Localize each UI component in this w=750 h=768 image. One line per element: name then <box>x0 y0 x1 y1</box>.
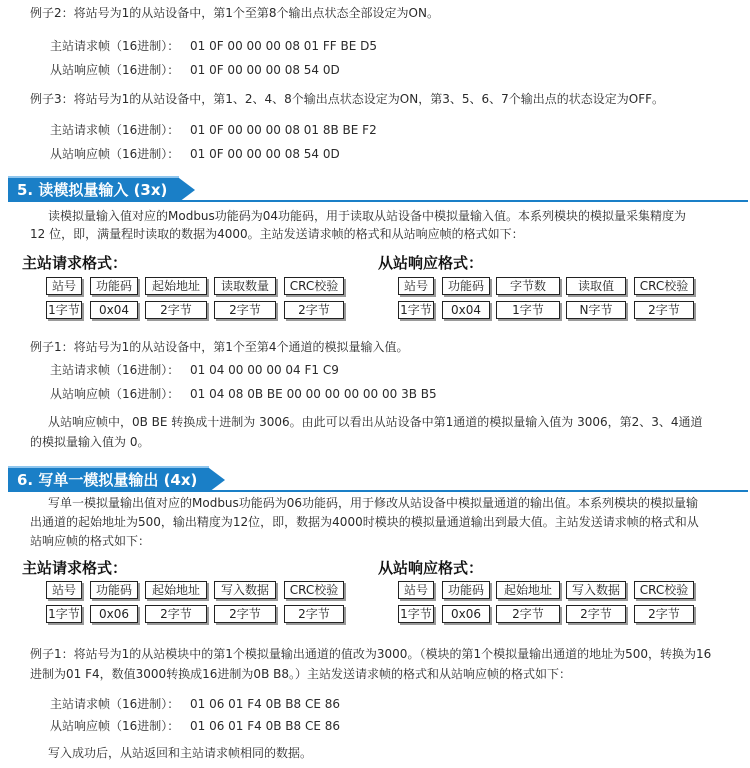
section6-heading: 6. 写单一模拟量输出 (4x) <box>8 466 209 492</box>
section5-desc-line2: 12 位，即，满量程时读取的数据为4000。主站发送请求帧的格式和从站响应帧的格式如下： <box>30 227 524 241</box>
example2-response-value: 01 0F 00 00 00 08 54 0D <box>190 63 340 77</box>
section5-request-value-cell: 1字节 <box>46 301 82 319</box>
section5-response-value-cell: 1字节 <box>496 301 560 319</box>
section6-request-value-cell: 0x06 <box>90 605 138 623</box>
section5-request-header-cell: 读取数量 <box>214 277 276 295</box>
section5-response-value-cell: N字节 <box>566 301 626 319</box>
section5-example-request-value: 01 04 00 00 00 04 F1 C9 <box>190 363 339 377</box>
section5-note-line2: 的模拟量输入值为 0。 <box>30 435 150 449</box>
section5-heading: 5. 读模拟量输入 (3x) <box>8 176 179 202</box>
section6-example-request-label: 主站请求帧（16进制）： <box>50 697 180 711</box>
section6-response-header-cell: CRC校验 <box>634 581 694 599</box>
example3-request-value: 01 0F 00 00 00 08 01 8B BE F2 <box>190 123 377 137</box>
section6-response-value-cell: 2字节 <box>634 605 694 623</box>
section5-request-format-title: 主站请求格式： <box>22 254 128 272</box>
section5-response-header-cell: CRC校验 <box>634 277 694 295</box>
section6-response-value-cell: 1字节 <box>398 605 434 623</box>
section5-request-header-cell: 起始地址 <box>145 277 207 295</box>
section5-request-header-cell: 站号 <box>46 277 82 295</box>
section5-response-header-cell: 字节数 <box>496 277 560 295</box>
section6-request-header-cell: 起始地址 <box>145 581 207 599</box>
section5-response-format-title: 从站响应格式： <box>378 254 484 272</box>
section6-request-value-cell: 2字节 <box>214 605 276 623</box>
section5-request-value-cell: 0x04 <box>90 301 138 319</box>
example2-response-label: 从站响应帧（16进制）： <box>50 63 180 77</box>
section6-example-title-line1: 例子1：将站号为1的从站模块中的第1个模拟量输出通道的值改为3000。（模块的第1个模拟量输出通道的地址为500，转换为16 <box>30 647 712 661</box>
example2-request-label: 主站请求帧（16进制）： <box>50 39 180 53</box>
section6-desc-line2: 出通道的起始地址为500，输出精度为12位，即，数据为4000时模块的模拟量通道输出到最大值。主站发送请求帧的格式和从 <box>30 515 699 529</box>
section5-example-response-label: 从站响应帧（16进制）： <box>50 387 180 401</box>
section6-request-header-cell: CRC校验 <box>284 581 344 599</box>
example3-response-label: 从站响应帧（16进制）： <box>50 147 180 161</box>
section5-desc-line1: 读模拟量输入值对应的Modbus功能码为04功能码，用于读取从站设备中模拟量输入值。本系列模块的模拟量采集精度为 <box>48 209 687 223</box>
section6-response-header-cell: 站号 <box>398 581 434 599</box>
section6-request-value-cell: 2字节 <box>145 605 207 623</box>
section5-note-line1: 从站响应帧中，0B BE 转换成十进制为 3006。由此可以看出从站设备中第1通道的模拟量输入值为 3006，第2、3、4通道 <box>48 415 703 429</box>
section6-example-response-label: 从站响应帧（16进制）： <box>50 719 180 733</box>
section5-request-value-cell: 2字节 <box>284 301 344 319</box>
section5-request-header-cell: CRC校验 <box>284 277 344 295</box>
section6-request-value-cell: 1字节 <box>46 605 82 623</box>
section5-response-value-cell: 0x04 <box>442 301 490 319</box>
section6-desc-line1: 写单一模拟量输出值对应的Modbus功能码为06功能码，用于修改从站设备中模拟量通道的输出值。本系列模块的模拟量输 <box>48 496 699 510</box>
section6-example-request-value: 01 06 01 F4 0B B8 CE 86 <box>190 697 341 711</box>
example3-request-label: 主站请求帧（16进制）： <box>50 123 180 137</box>
section6-request-header-cell: 功能码 <box>90 581 138 599</box>
section5-example-request-label: 主站请求帧（16进制）： <box>50 363 180 377</box>
section6-divider <box>8 490 748 492</box>
section6-response-value-cell: 0x06 <box>442 605 490 623</box>
section5-divider <box>8 200 748 202</box>
section6-response-format-title: 从站响应格式： <box>378 559 484 577</box>
section6-desc-line3: 站响应帧的格式如下： <box>30 534 151 548</box>
example3-title: 例子3：将站号为1的从站设备中，第1、2、4、8个输出点状态设定为ON，第3、5、6、7个输出点的状态设定为OFF。 <box>30 92 665 106</box>
section5-response-header-cell: 站号 <box>398 277 434 295</box>
section6-request-format-title: 主站请求格式： <box>22 559 128 577</box>
section6-request-header-cell: 写入数据 <box>214 581 276 599</box>
section5-request-value-cell: 2字节 <box>145 301 207 319</box>
example2-request-value: 01 0F 00 00 00 08 01 FF BE D5 <box>190 39 377 53</box>
example2-title: 例子2：将站号为1的从站设备中，第1个至第8个输出点状态全部设定为ON。 <box>30 6 439 20</box>
section5-response-value-cell: 1字节 <box>398 301 434 319</box>
section5-response-value-cell: 2字节 <box>634 301 694 319</box>
section5-example-response-value: 01 04 08 0B BE 00 00 00 00 00 00 3B B5 <box>190 387 437 401</box>
section5-request-header-cell: 功能码 <box>90 277 138 295</box>
section6-response-value-cell: 2字节 <box>496 605 560 623</box>
section5-response-header-cell: 读取值 <box>566 277 626 295</box>
example3-response-value: 01 0F 00 00 00 08 54 0D <box>190 147 340 161</box>
section6-example-title-line2: 进制为01 F4，数值3000转换成16进制为0B B8。）主站发送请求帧的格式和从站响应帧的格式如下： <box>30 667 571 681</box>
section6-footer-note: 写入成功后，从站返回和主站请求帧相同的数据。 <box>48 746 313 760</box>
section5-example-title: 例子1：将站号为1的从站设备中，第1个至第4个通道的模拟量输入值。 <box>30 340 409 354</box>
section6-response-header-cell: 起始地址 <box>496 581 560 599</box>
section6-example-response-value: 01 06 01 F4 0B B8 CE 86 <box>190 719 341 733</box>
section6-response-header-cell: 写入数据 <box>566 581 626 599</box>
section6-response-header-cell: 功能码 <box>442 581 490 599</box>
section6-response-value-cell: 2字节 <box>566 605 626 623</box>
section5-request-value-cell: 2字节 <box>214 301 276 319</box>
section5-response-header-cell: 功能码 <box>442 277 490 295</box>
section6-request-value-cell: 2字节 <box>284 605 344 623</box>
section6-request-header-cell: 站号 <box>46 581 82 599</box>
